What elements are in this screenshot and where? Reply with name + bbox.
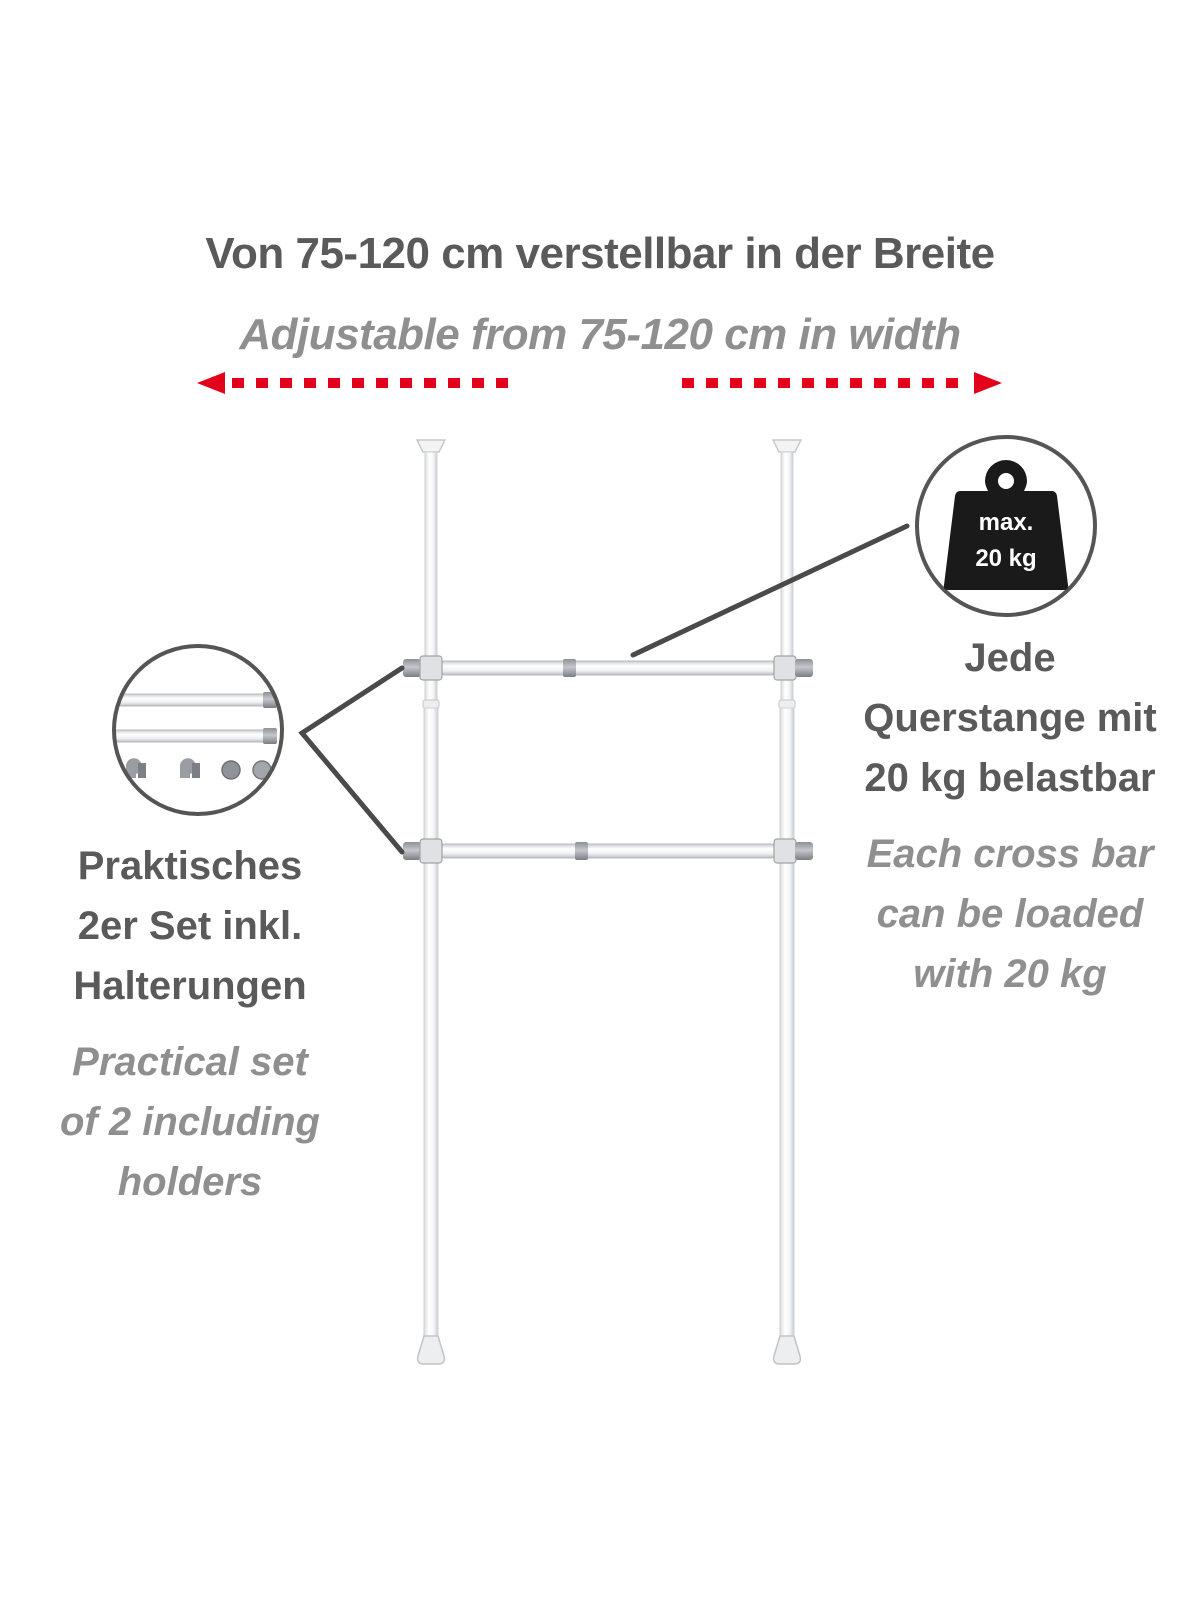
pole-left <box>417 440 445 1364</box>
right-callout-german <box>850 628 1170 808</box>
width-arrow-left <box>197 372 508 394</box>
weight-badge <box>917 437 1095 615</box>
cross-bar-lower <box>403 839 813 863</box>
left-callout-connector <box>302 668 402 852</box>
arrow-right-head <box>974 372 1002 394</box>
weight-badge-line2: 20 kg <box>975 545 1037 572</box>
left-callout-german-line: Halterungen <box>73 964 307 1008</box>
cross-bar-upper <box>403 656 813 680</box>
left-callout-german-line: Praktisches <box>77 844 303 888</box>
right-callout-english <box>850 824 1170 1004</box>
left-callout-english <box>30 1032 350 1212</box>
right-callout-english-line: with 20 kg <box>913 952 1107 996</box>
width-arrow-right <box>682 372 1002 394</box>
arrow-right-dots <box>682 378 958 388</box>
right-callout-english-line: Each cross bar <box>866 832 1154 876</box>
arrow-left-dots <box>232 378 508 388</box>
right-callout-english-line: can be loaded <box>876 892 1144 936</box>
weight-badge-line1: max. <box>978 509 1034 536</box>
detail-bar-1 <box>100 692 277 708</box>
set-contents-circle <box>100 646 282 814</box>
left-callout-english-line: Practical set <box>72 1040 308 1084</box>
detail-end-cap-1 <box>222 761 240 779</box>
callout-connectors <box>302 526 907 852</box>
left-callout-english-line: holders <box>117 1160 263 1204</box>
left-callout-english-line: of 2 including <box>60 1100 320 1144</box>
left-callout-german-line: 2er Set inkl. <box>77 904 303 948</box>
detail-bar-2 <box>100 728 277 744</box>
heading-german: Von 75-120 cm verstellbar in der Breite <box>205 229 995 278</box>
heading-english: Adjustable from 75-120 cm in width <box>239 310 961 359</box>
right-callout-german-line: 20 kg belastbar <box>864 756 1156 800</box>
arrow-left-head <box>197 372 225 394</box>
left-callout-german <box>40 836 340 1016</box>
right-callout-german-line: Querstange mit <box>863 696 1157 740</box>
right-callout-german-line: Jede <box>964 636 1056 680</box>
